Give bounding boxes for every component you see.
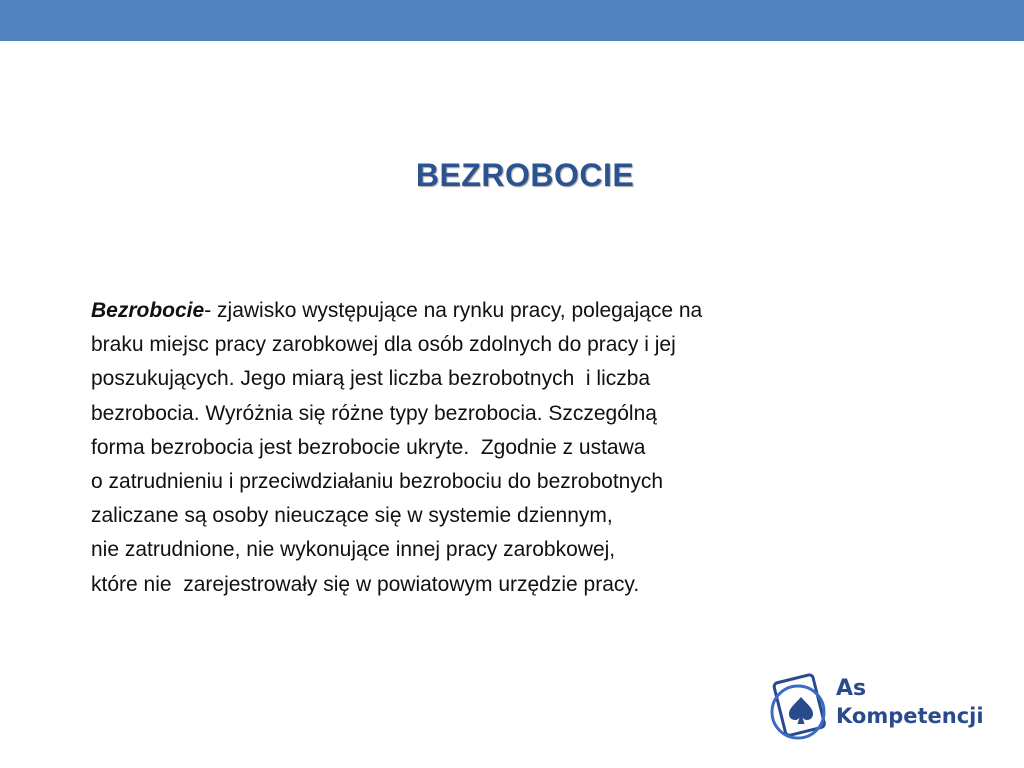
top-accent-bar (0, 0, 1024, 41)
body-line-1 (91, 294, 951, 328)
body-line: poszukujących. Jego miarą jest liczba bezrobotnych i liczba (91, 367, 651, 391)
body-line: nie zatrudnione, nie wykonujące innej pracy zarobkowej, (91, 538, 616, 562)
logo-line-1: As (836, 676, 867, 701)
slide-body (91, 294, 951, 602)
logo-wordmark (836, 676, 984, 730)
body-line: bezrobocia. Wyróżnia się różne typy bezrobocia. Szczególną (91, 401, 657, 425)
slide-title: BEZROBOCIE (415, 157, 635, 193)
logo-line-2: Kompetencji (836, 704, 984, 728)
defined-term: Bezrobocie (91, 299, 205, 322)
card-spade-icon (768, 670, 832, 744)
body-line: o zatrudnieniu i przeciwdziałaniu bezrobociu do bezrobotnych (91, 470, 664, 494)
body-line: które nie zarejestrowały się w powiatowym urzędzie pracy. (91, 572, 640, 596)
definition-start: - zjawisko występujące na rynku pracy, polegające na (204, 299, 703, 322)
body-line: zaliczane są osoby nieuczące się w systemie dziennym, (91, 504, 613, 528)
body-line: forma bezrobocia jest bezrobocie ukryte. Zgodnie z ustawa (91, 435, 646, 459)
as-kompetencji-logo (768, 670, 998, 746)
body-line: braku miejsc pracy zarobkowej dla osób zdolnych do pracy i jej (91, 333, 676, 357)
